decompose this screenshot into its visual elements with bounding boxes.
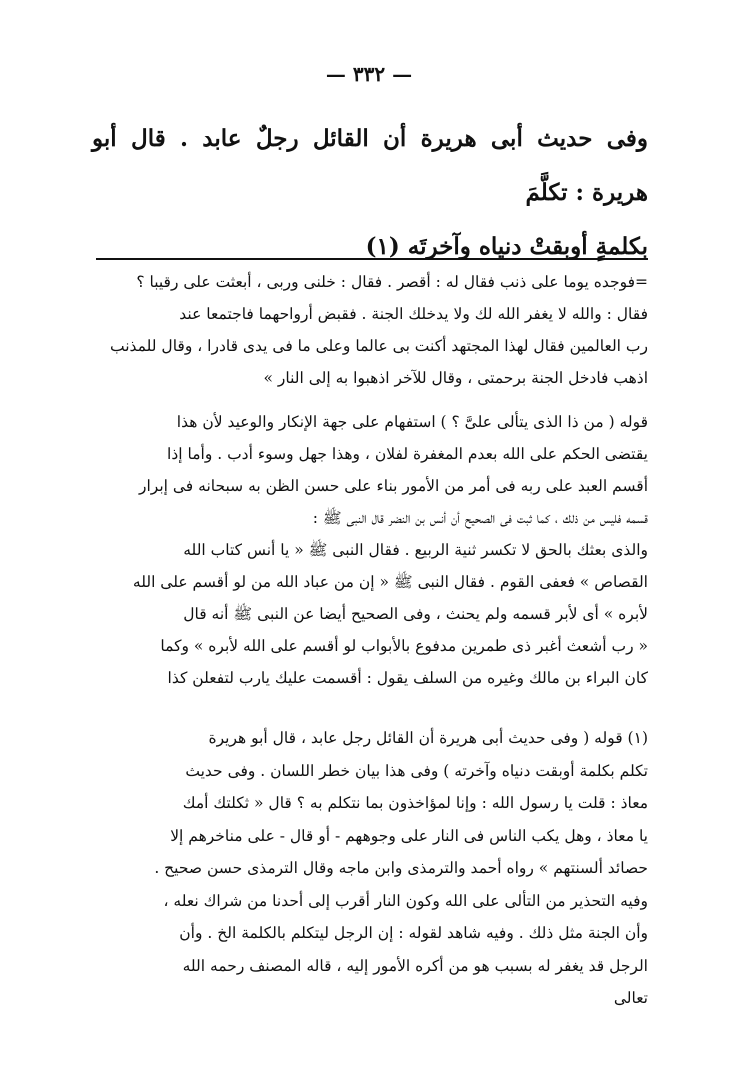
commentary-line: لأبره » أى لأبر قسمه ولم يحنث ، وفى الصحيح أيضا عن النبى ﷺ أنه قال	[183, 605, 648, 623]
footnote-1-line: الرجل قد يغفر له بسبب هو من أكره الأمور إليه ، قاله المصنف رحمه الله	[182, 956, 648, 975]
footnote-1-line: تعالى	[613, 989, 648, 1007]
commentary-line: والذى بعثك بالحق لا تكسر ثنية الربيع . فقال النبى ﷺ « يا أنس كتاب الله	[183, 541, 648, 559]
page-number: — ٣٣٢ —	[325, 62, 413, 86]
commentary-block	[92, 406, 648, 694]
footnotes-section	[92, 266, 648, 706]
footnote-1-line: حصائد ألسنتهم » رواه أحمد والترمذى وابن ماجه وقال الترمذى حسن صحيح .	[154, 859, 648, 877]
commentary-line: « رب أشعث أغبر ذى طمرين مدفوع بالأبواب لو أقسم على الله لأبره » وكما	[160, 637, 648, 655]
footnote-line: =فوجده يوما على ذنب فقال له : أقصر . فقال : خلنى وربى ، أبعثت على رقيبا ؟	[136, 273, 648, 291]
footnote-1-line: يا معاذ ، وهل يكب الناس فى النار على وجوههم - أو قال - على مناخرهم إلا	[170, 826, 648, 845]
footnote-1-line: تكلم بكلمة أوبقت دنياه وآخرته ) وفى هذا بيان خطر اللسان . وفى حديث	[185, 761, 648, 780]
commentary-line: قوله ( من ذا الذى يتألى علىَّ ؟ ) استفهام على جهة الإنكار والوعيد لأن هذا	[176, 413, 648, 431]
commentary-line: يقتضى الحكم على الله بعدم المغفرة لفلان ، وهذا جهل وسوء أدب . وأما إذا	[167, 445, 648, 463]
footnote-1-line: معاذ : قلت يا رسول الله : وإنا لمؤاخذون بما نتكلم به ؟ قال « ثكلتك أمك	[182, 794, 648, 812]
commentary-line: قسمه فليس من ذلك ، كما ثبت فى الصحيح أن أنس بن النضر قال النبى ﷺ :	[312, 509, 648, 527]
footnote-line: رب العالمين فقال لهذا المجتهد أكنت بى عالما وعلى ما فى يدى قادرا ، وقال للمذنب	[110, 337, 648, 355]
commentary-line: كان البراء بن مالك وغيره من السلف يقول : أقسمت عليك يارب لتفعلن كذا	[167, 669, 648, 687]
commentary-line: أقسم العبد على ربه فى أمر من الأمور بناء على حسن الظن به سبحانه فى إبرار	[138, 477, 648, 495]
footnote-1-line: وفيه التحذير من التألى على الله وكون النار أقرب إلى أحدنا من شراك نعله ،	[163, 891, 648, 910]
footnote-line: فقال : والله لا يغفر الله لك ولا يدخلك الجنة . فقبض أرواحهما فاجتمعا عند	[179, 305, 648, 323]
footnote-divider	[96, 258, 648, 260]
footnote-1-line: وأن الجنة مثل ذلك . وفيه شاهد لقوله : إن الرجل ليتكلم بالكلمة الخ . وأن	[179, 924, 648, 942]
main-text	[92, 112, 648, 274]
main-text-line: وفى حديث أبى هريرة أن القائل رجلٌ عابد . قال أبو هريرة : تكلَّمَ	[92, 125, 648, 206]
footnote-continuation	[92, 266, 648, 394]
commentary-line: القصاص » فعفى القوم . فقال النبى ﷺ « إن من عباد الله من لو أقسم على الله	[132, 573, 648, 591]
footnote-1	[92, 722, 648, 1015]
footnote-line: اذهب فادخل الجنة برحمتى ، وقال للآخر اذهبوا به إلى النار »	[263, 369, 648, 387]
main-text-line: بكلمةٍ أوبقتْ دنياه وآخرتَه (١)	[365, 233, 648, 260]
footnote-1-line: (١) قوله ( وفى حديث أبى هريرة أن القائل رجل عابد ، قال أبو هريرة	[208, 729, 648, 747]
